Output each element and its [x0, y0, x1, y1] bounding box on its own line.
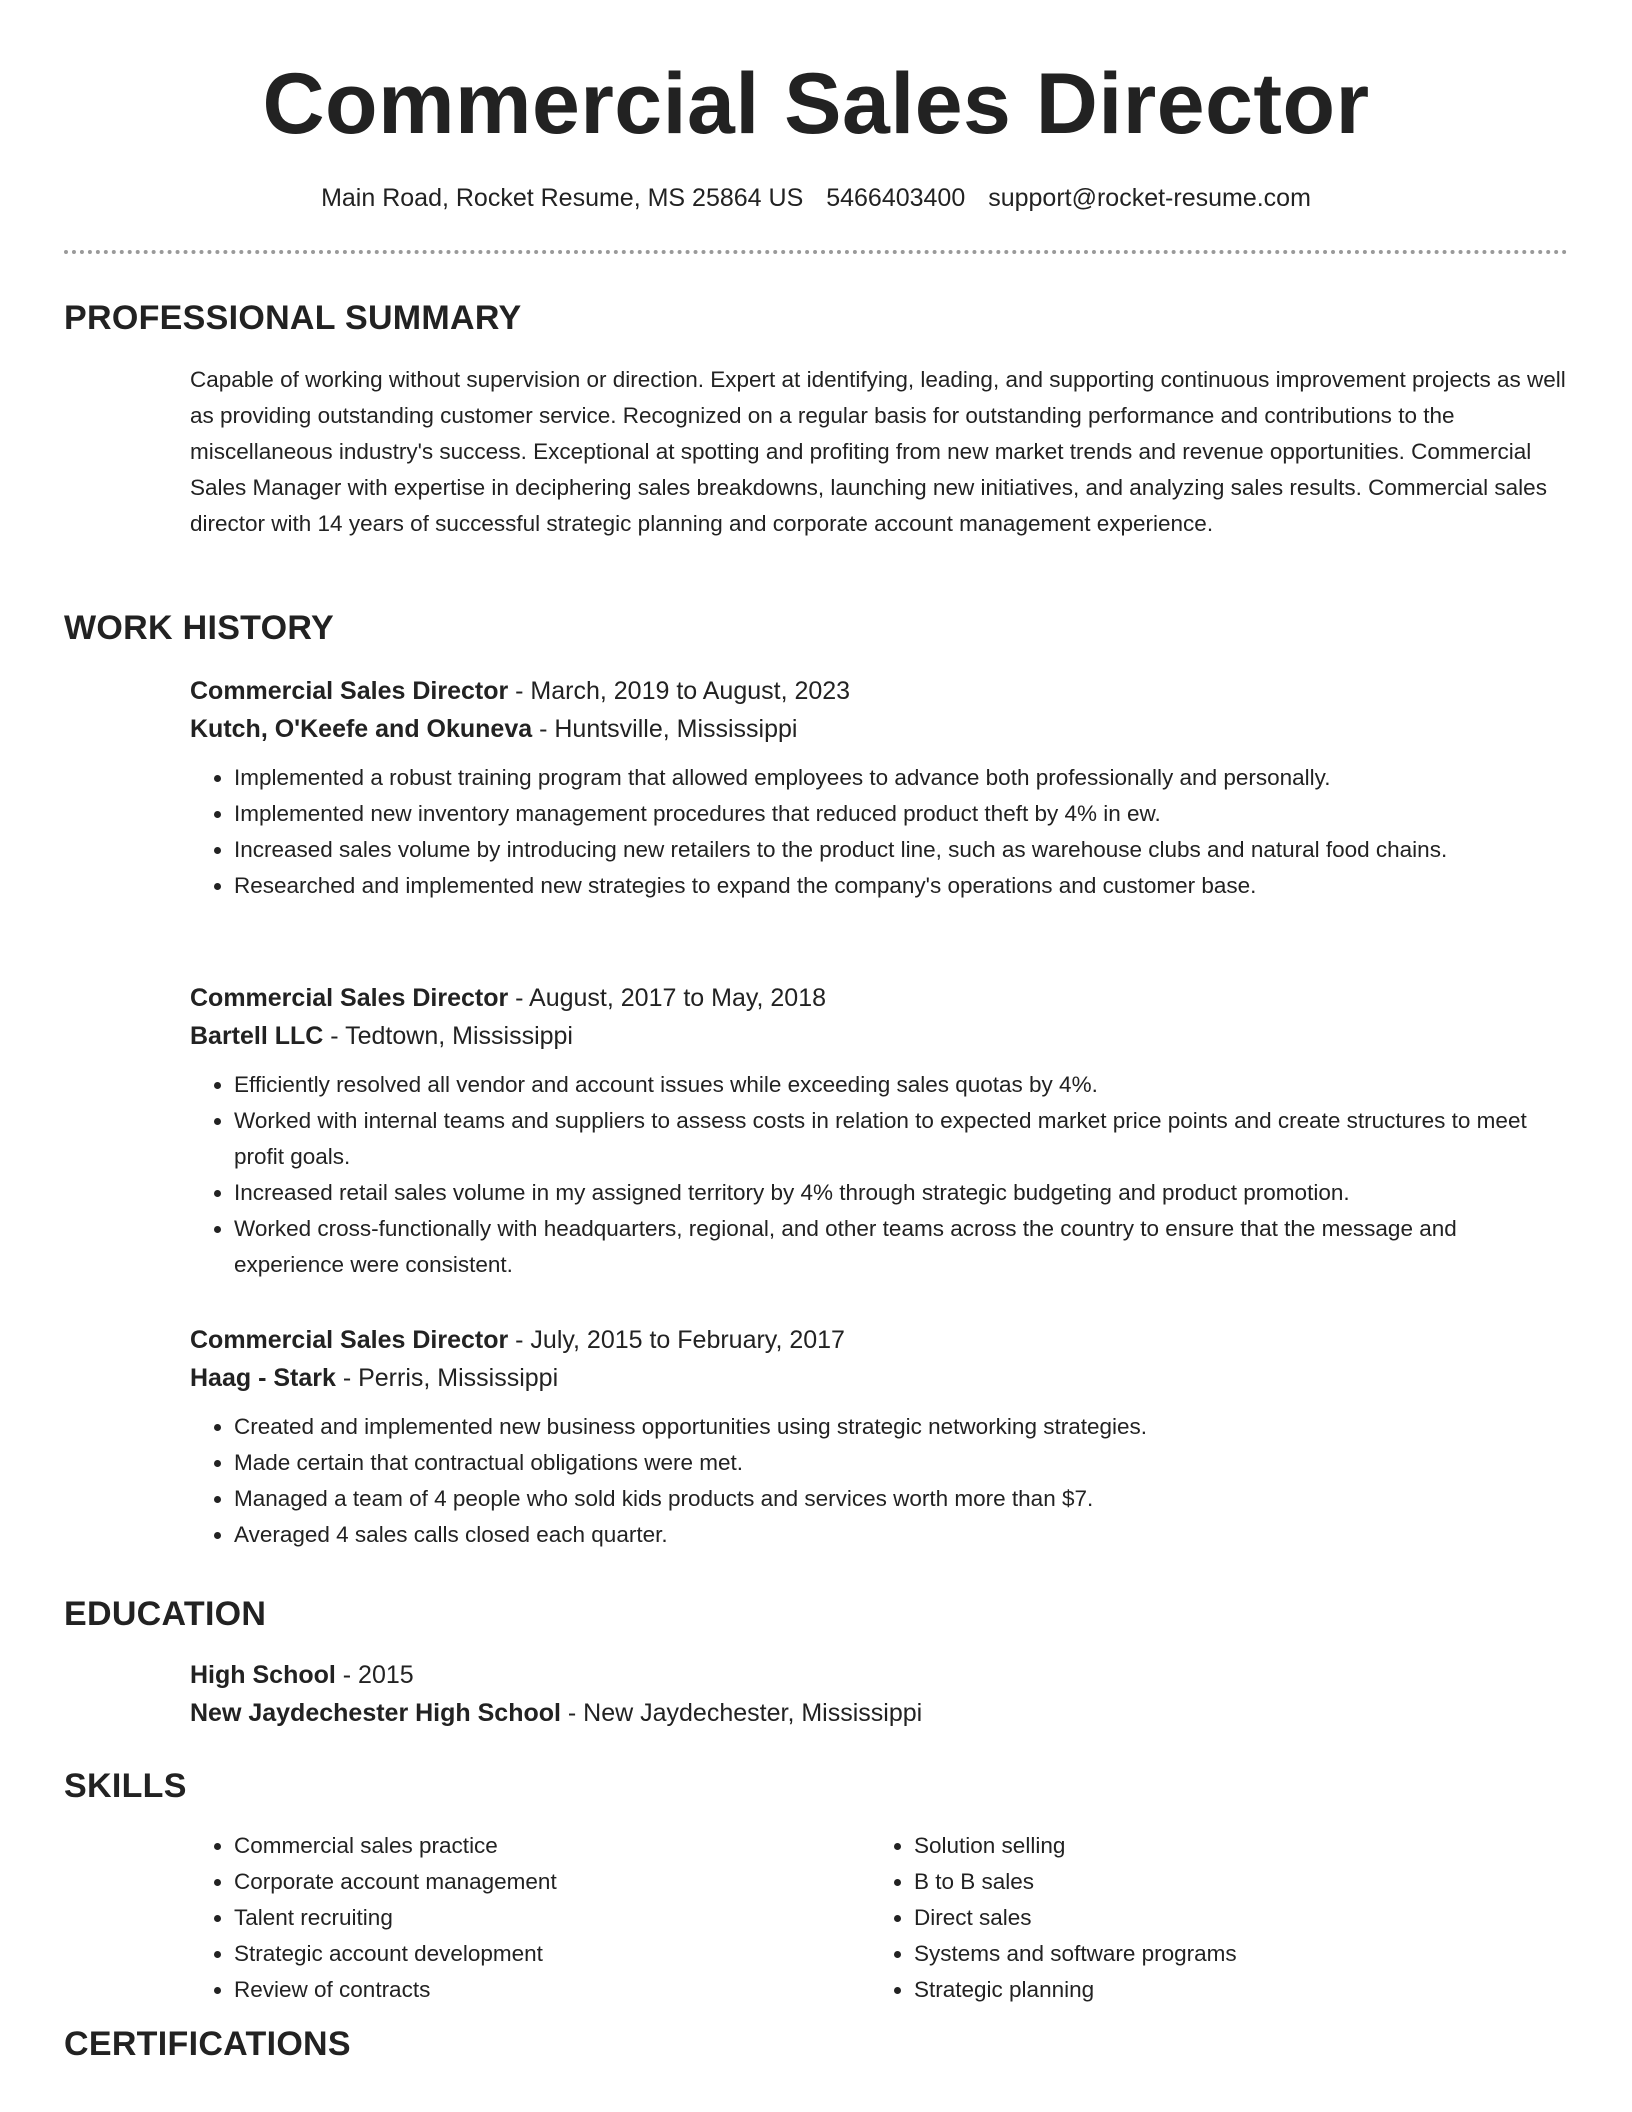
- skill-item: • Solution selling: [914, 1828, 1550, 1864]
- job-title-line: [190, 979, 1570, 1017]
- skill-item: • Strategic account development: [234, 1936, 870, 1972]
- education-school-line: [190, 1694, 1570, 1732]
- job-bullets: [190, 760, 1570, 904]
- job-title-line: [190, 672, 1570, 710]
- job-company-line: [190, 1359, 1570, 1397]
- job-dates: - August, 2017 to May, 2018: [508, 984, 827, 1012]
- education-entry: [190, 1656, 1570, 1732]
- skill-item: • Review of contracts: [234, 1972, 870, 2008]
- job-bullet: • Researched and implemented new strategies to expand the company's operations and customer base.: [234, 868, 1570, 904]
- job-bullet: • Created and implemented new business opportunities using strategic networking strategies.: [234, 1409, 1570, 1445]
- education-degree-line: [190, 1656, 1570, 1694]
- education-location: - New Jaydechester, Mississippi: [560, 1699, 923, 1727]
- education-degree: High School: [190, 1661, 336, 1689]
- skills-list-right: [870, 1828, 1550, 2008]
- contact-address: Main Road, Rocket Resume, MS 25864 US: [321, 184, 804, 212]
- job-entry: [190, 672, 1570, 904]
- job-title: Commercial Sales Director: [190, 677, 509, 705]
- job-title-line: [190, 1321, 1570, 1359]
- job-bullet: • Worked cross-functionally with headquarters, regional, and other teams across the country to ensure that the message and experience were consistent.: [234, 1211, 1570, 1283]
- job-bullet: • Implemented a robust training program that allowed employees to advance both professionally and personally.: [234, 760, 1570, 796]
- skill-item: • Direct sales: [914, 1900, 1550, 1936]
- summary-heading: PROFESSIONAL SUMMARY: [64, 299, 522, 337]
- contact-phone: 5466403400: [826, 184, 966, 212]
- job-location: - Huntsville, Mississippi: [532, 715, 798, 743]
- job-bullet: • Increased retail sales volume in my assigned territory by 4% through strategic budgeting and product promotion.: [234, 1175, 1570, 1211]
- skills-list-left: [190, 1828, 870, 2008]
- job-bullet: • Averaged 4 sales calls closed each quarter.: [234, 1517, 1570, 1553]
- education-heading: EDUCATION: [64, 1595, 267, 1633]
- skill-item: • Talent recruiting: [234, 1900, 870, 1936]
- job-title: Commercial Sales Director: [190, 984, 509, 1012]
- summary-text: Capable of working without supervision or direction. Expert at identifying, leading, and supporting continuous improvement projects as well as providing outstanding customer service. Recognized on a regular basis for outstanding performance and contributions to the miscellaneous industry's success. Exceptional at spotting and profiting from new market trends and revenue opportunities. Commercial Sales Manager with expertise in deciphering sales breakdowns, launching new initiatives, and analyzing sales results. Commercial sales director with 14 years of successful strategic planning and corporate account management experience.: [190, 367, 1566, 536]
- job-entry: [190, 1321, 1570, 1553]
- job-bullets: [190, 1067, 1570, 1283]
- job-dates: - July, 2015 to February, 2017: [508, 1326, 845, 1354]
- job-entry: [190, 979, 1570, 1283]
- contact-line: [64, 180, 1568, 216]
- job-bullet: • Made certain that contractual obligations were met.: [234, 1445, 1570, 1481]
- job-company: Haag - Stark: [190, 1364, 336, 1392]
- job-bullet: • Managed a team of 4 people who sold kids products and services worth more than $7.: [234, 1481, 1570, 1517]
- job-dates: - March, 2019 to August, 2023: [508, 677, 851, 705]
- skill-item: • Strategic planning: [914, 1972, 1550, 2008]
- skills-section: [190, 1828, 1570, 2008]
- job-location: - Perris, Mississippi: [335, 1364, 559, 1392]
- skill-item: • Corporate account management: [234, 1864, 870, 1900]
- job-bullets: [190, 1409, 1570, 1553]
- job-company-line: [190, 1017, 1570, 1055]
- job-location: - Tedtown, Mississippi: [323, 1022, 573, 1050]
- skill-item: • Systems and software programs: [914, 1936, 1550, 1972]
- job-bullet: • Efficiently resolved all vendor and account issues while exceeding sales quotas by 4%.: [234, 1067, 1570, 1103]
- education-school: New Jaydechester High School: [190, 1699, 561, 1727]
- skills-heading: SKILLS: [64, 1767, 187, 1805]
- skill-item: • Commercial sales practice: [234, 1828, 870, 1864]
- resume-name: Commercial Sales Director: [262, 56, 1370, 152]
- job-company: Kutch, O'Keefe and Okuneva: [190, 715, 533, 743]
- header-divider: [64, 250, 1568, 254]
- education-year: - 2015: [335, 1661, 414, 1689]
- job-bullet: • Implemented new inventory management procedures that reduced product theft by 4% in ew.: [234, 796, 1570, 832]
- job-title: Commercial Sales Director: [190, 1326, 509, 1354]
- job-bullet: • Increased sales volume by introducing new retailers to the product line, such as warehouse clubs and natural food chains.: [234, 832, 1570, 868]
- work-history-heading: WORK HISTORY: [64, 609, 334, 647]
- job-bullet: • Worked with internal teams and suppliers to assess costs in relation to expected market price points and create structures to meet profit goals.: [234, 1103, 1570, 1175]
- job-company-line: [190, 710, 1570, 748]
- job-company: Bartell LLC: [190, 1022, 324, 1050]
- summary-section: [190, 362, 1570, 542]
- certifications-heading: CERTIFICATIONS: [64, 2025, 351, 2063]
- contact-email: support@rocket-resume.com: [988, 184, 1311, 212]
- skill-item: • B to B sales: [914, 1864, 1550, 1900]
